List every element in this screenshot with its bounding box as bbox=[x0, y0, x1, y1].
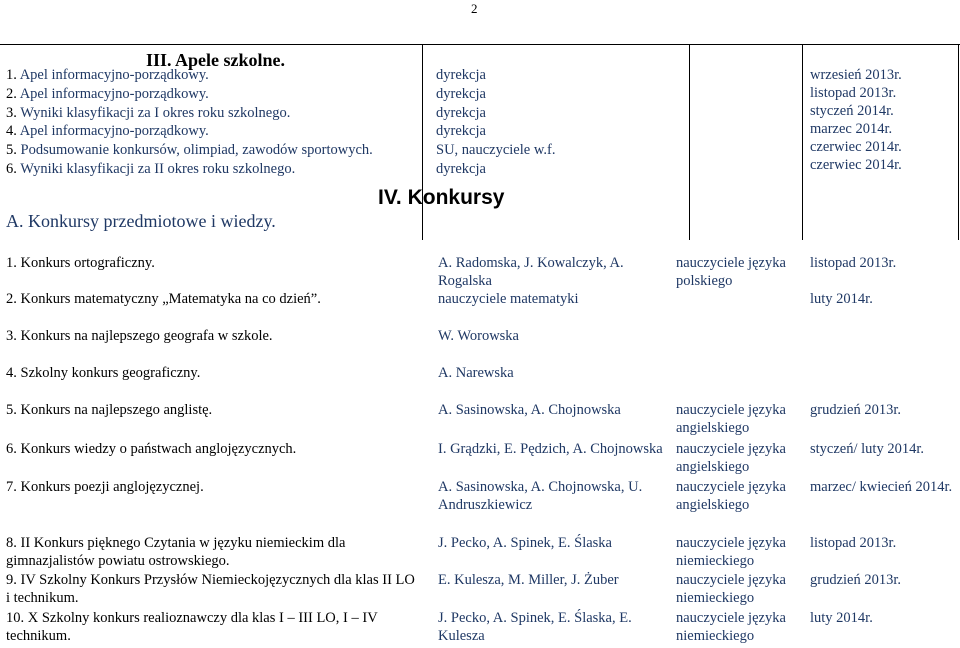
apel-item-text: Podsumowanie konkursów, olimpiad, zawodów sportowych. bbox=[20, 142, 373, 158]
apel-item bbox=[6, 85, 209, 103]
apel-item-number: 4. bbox=[6, 123, 20, 139]
table-right-border bbox=[958, 44, 959, 240]
contest-name: 3. Konkurs na najlepszego geografa w szkole. bbox=[6, 328, 273, 344]
apel-item-number: 5. bbox=[6, 142, 21, 158]
contest-organizers: A. Narewska bbox=[438, 365, 514, 381]
apel-date: wrzesień 2013r. bbox=[810, 67, 902, 83]
contest-name: 5. Konkurs na najlepszego anglistę. bbox=[6, 402, 213, 418]
page-number: 2 bbox=[471, 1, 478, 16]
apel-date: styczeń 2014r. bbox=[810, 103, 894, 119]
section-4-heading: IV. Konkursy bbox=[378, 186, 505, 209]
table-divider-2 bbox=[689, 44, 690, 240]
apel-item-number: 6. bbox=[6, 161, 21, 177]
contest-date: grudzień 2013r. bbox=[810, 402, 902, 418]
contest-subject: nauczyciele języka niemieckiego bbox=[676, 610, 786, 644]
apel-item-text: Apel informacyjno-porządkowy. bbox=[19, 86, 209, 102]
apel-date: czerwiec 2014r. bbox=[810, 139, 902, 155]
apel-item bbox=[6, 160, 295, 178]
apel-item bbox=[6, 66, 209, 84]
contest-date: marzec/ kwiecień 2014r. bbox=[810, 479, 953, 495]
apel-item-number: 3. bbox=[6, 105, 21, 121]
apel-responsible: dyrekcja bbox=[436, 86, 486, 102]
section-3-heading: III. Apele szkolne. bbox=[146, 50, 286, 70]
contest-subject: nauczyciele języka angielskiego bbox=[676, 402, 786, 436]
contest-organizers: J. Pecko, A. Spinek, E. Ślaska bbox=[438, 535, 612, 551]
contest-subject: nauczyciele języka niemieckiego bbox=[676, 572, 786, 606]
contest-subject: nauczyciele języka angielskiego bbox=[676, 479, 786, 513]
contest-subject: nauczyciele języka angielskiego bbox=[676, 441, 786, 475]
table-divider-3 bbox=[802, 44, 803, 240]
apel-date: marzec 2014r. bbox=[810, 121, 893, 137]
apel-item bbox=[6, 104, 290, 122]
apel-item-text: Apel informacyjno-porządkowy. bbox=[19, 67, 209, 83]
contest-organizers: nauczyciele matematyki bbox=[438, 291, 579, 307]
apel-item-text: Apel informacyjno-porządkowy. bbox=[19, 123, 209, 139]
apel-item-number: 2. bbox=[6, 86, 20, 102]
contest-organizers: A. Sasinowska, A. Chojnowska, U. Andruszkiewicz bbox=[438, 479, 643, 513]
contest-name: 2. Konkurs matematyczny „Matematyka na co dzień”. bbox=[6, 291, 321, 307]
apel-responsible: dyrekcja bbox=[436, 105, 486, 121]
contest-organizers: J. Pecko, A. Spinek, E. Ślaska, E. Kulesza bbox=[438, 610, 632, 644]
contest-organizers: A. Sasinowska, A. Chojnowska bbox=[438, 402, 621, 418]
apel-item-number: 1. bbox=[6, 67, 20, 83]
contest-name: 4. Szkolny konkurs geograficzny. bbox=[6, 365, 201, 381]
contest-organizers: A. Radomska, J. Kowalczyk, A. Rogalska bbox=[438, 255, 624, 289]
apel-responsible: dyrekcja bbox=[436, 123, 486, 139]
apel-item bbox=[6, 122, 209, 140]
apel-responsible: dyrekcja bbox=[436, 67, 486, 83]
apel-item bbox=[6, 141, 373, 159]
contest-subject: nauczyciele języka polskiego bbox=[676, 255, 786, 289]
apel-date: czerwiec 2014r. bbox=[810, 157, 902, 173]
contest-name: 10. X Szkolny konkurs realioznawczy dla klas I – III LO, I – IV technikum. bbox=[6, 610, 378, 644]
contest-date: grudzień 2013r. bbox=[810, 572, 902, 588]
contest-date: listopad 2013r. bbox=[810, 535, 897, 551]
contest-organizers: E. Kulesza, M. Miller, J. Żuber bbox=[438, 572, 619, 588]
apel-responsible: dyrekcja bbox=[436, 161, 486, 177]
contest-name: 1. Konkurs ortograficzny. bbox=[6, 255, 155, 271]
contest-date: luty 2014r. bbox=[810, 291, 873, 307]
apel-responsible: SU, nauczyciele w.f. bbox=[436, 142, 556, 158]
table-top-border bbox=[0, 44, 960, 45]
contest-organizers: I. Grądzki, E. Pędzich, A. Chojnowska bbox=[438, 441, 663, 457]
contest-date: luty 2014r. bbox=[810, 610, 873, 626]
apel-date: listopad 2013r. bbox=[810, 85, 897, 101]
apel-item-text: Wyniki klasyfikacji za I okres roku szkolnego. bbox=[20, 105, 291, 121]
contest-name: 7. Konkurs poezji anglojęzycznej. bbox=[6, 479, 204, 495]
contest-subject: nauczyciele języka niemieckiego bbox=[676, 535, 786, 569]
contest-organizers: W. Worowska bbox=[438, 328, 519, 344]
contest-name: 9. IV Szkolny Konkurs Przysłów Niemieckojęzycznych dla klas II LO i technikum. bbox=[6, 572, 415, 606]
contest-date: styczeń/ luty 2014r. bbox=[810, 441, 924, 457]
contest-date: listopad 2013r. bbox=[810, 255, 897, 271]
apel-item-text: Wyniki klasyfikacji za II okres roku szkolnego. bbox=[20, 161, 296, 177]
contest-name: 6. Konkurs wiedzy o państwach anglojęzycznych. bbox=[6, 441, 297, 457]
contest-name: 8. II Konkurs pięknego Czytania w języku niemieckim dla gimnazjalistów powiatu ostrowskiego. bbox=[6, 535, 346, 569]
section-4-subheading: A. Konkursy przedmiotowe i wiedzy. bbox=[6, 211, 276, 231]
